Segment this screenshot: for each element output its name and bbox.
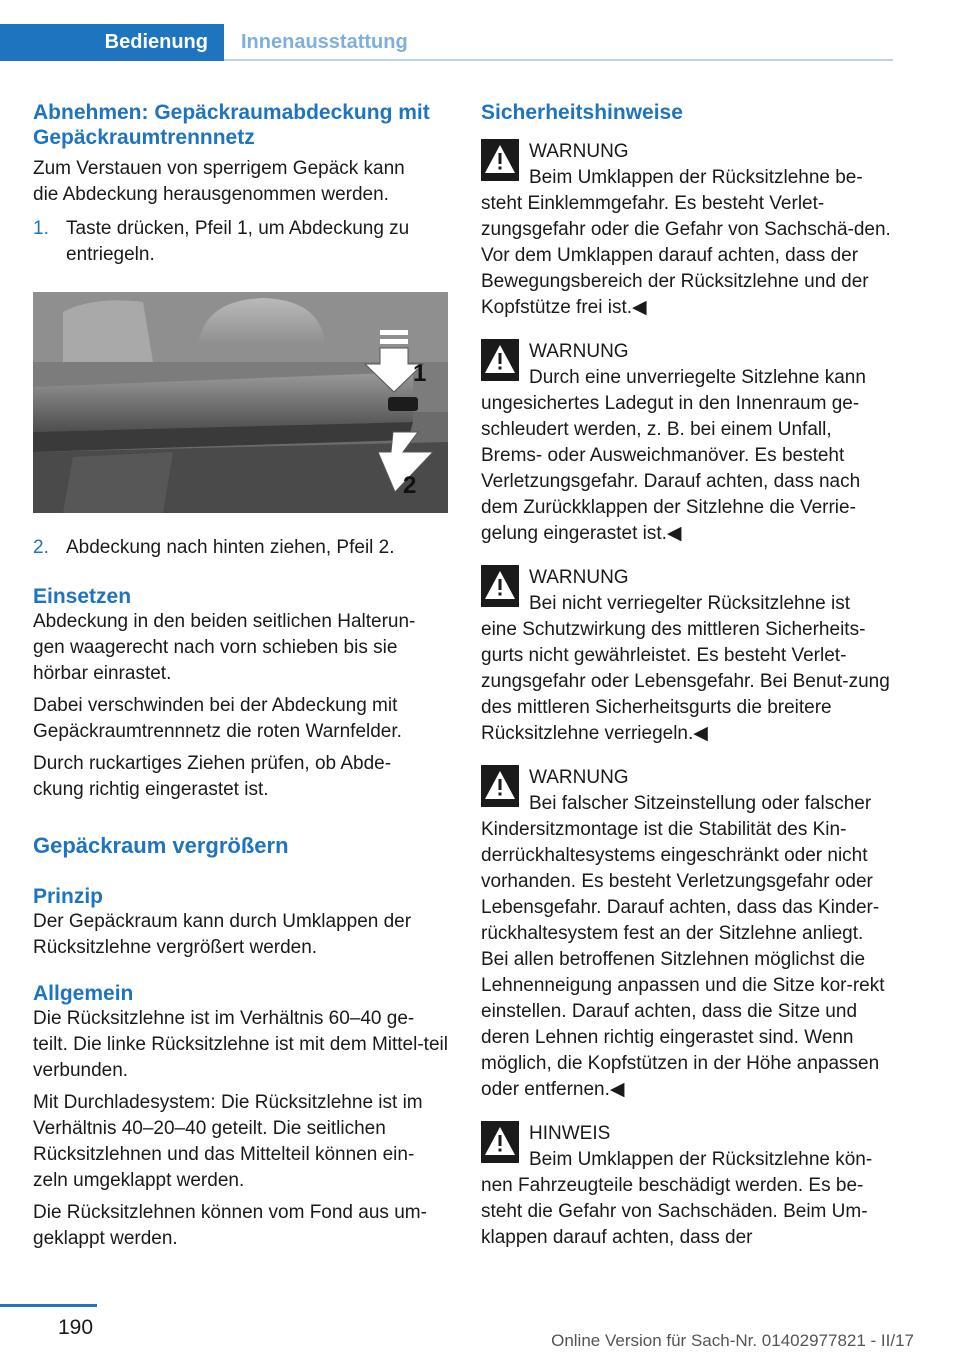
warning-block — [481, 339, 895, 547]
warning-text: steht Einklemmgefahr. Es besteht Verlet‐zungsgefahr oder die Gefahr von Sachschä‐den. Vor dem Umklappen darauf achten, dass der Bewegungsbereich der Rücksitzlehne und der Kopfstütze frei ist.◀ — [481, 193, 891, 318]
step-text: Taste drücken, Pfeil 1, um Abdeckung zu entriegeln. — [66, 218, 410, 265]
allgemein-paragraph: Mit Durchladesystem: Die Rücksitzlehne ist im Verhältnis 40–20–40 geteilt. Die seitlichen Rücksitzlehnen und das Mittelteil können ein‐zeln umgeklappt werden. — [33, 1092, 423, 1191]
section-title-sicherheitshinweise: Sicherheitshinweise — [481, 101, 683, 124]
warning-text: ungesichertes Ladegut in den Innenraum ge‐schleudert werden, z. B. bei einem Unfall, Brems- oder Ausweichmanöver. Es besteht Verletzungsgefahr. Darauf achten, dass nach dem Zurückklappen der Sitzlehne die Verrie‐gelung eingerastet ist.◀ — [481, 393, 861, 544]
warning-triangle-icon — [481, 765, 519, 807]
step-2 — [33, 535, 448, 561]
step-text: Abdeckung nach hinten ziehen, Pfeil 2. — [66, 537, 395, 558]
einsetzen-paragraph: Durch ruckartiges Ziehen prüfen, ob Abde‐ckung richtig eingerastet ist. — [33, 753, 392, 800]
step-number: 2. — [33, 537, 49, 558]
right-column — [481, 100, 895, 1251]
cargo-cover-illustration — [33, 292, 448, 513]
notice-block — [481, 1121, 895, 1251]
tab-bedienung[interactable]: Bedienung — [0, 24, 224, 61]
warning-first-line: Beim Umklappen der Rücksitzlehne be‐ — [529, 167, 863, 188]
warning-triangle-icon — [481, 565, 519, 607]
warning-text: Kindersitzmontage ist die Stabilität des Kin‐derrückhaltesystems eingeschränkt oder nicht vorhanden. Es besteht Verletzungsgefahr oder Lebensgefahr. Darauf achten, dass das Kinder‐rückhaltesystem fest an der Sitzlehne anliegt. Bei allen betroffenen Sitzlehnen möglichst die Lehnenneigung anpassen und die Sitze kor‐rekt einstellen. Darauf achten, dass die Sitze und deren Lehnen richtig eingerastet sind. Wenn möglich, die Kopfstützen in der Höhe anpassen oder entfernen.◀ — [481, 819, 885, 1100]
allgemein-paragraph: Die Rücksitzlehne ist im Verhältnis 60–40 ge‐teilt. Die linke Rücksitzlehne ist mit dem Mittel‐teil verbunden. — [33, 1008, 448, 1081]
allgemein-paragraph: Die Rücksitzlehnen können vom Fond aus um‐geklappt werden. — [33, 1202, 427, 1249]
warning-block — [481, 565, 895, 747]
tab-innenausstattung[interactable]: Innenausstattung — [241, 31, 408, 53]
section-title-abnehmen: Abnehmen: Gepäckraumabdeckung mit Gepäckraumtrennnetz — [33, 101, 430, 149]
step-number: 1. — [33, 218, 49, 239]
warning-first-line: Bei nicht verriegelter Rücksitzlehne ist — [529, 593, 851, 614]
warning-block — [481, 765, 895, 1103]
header-rule — [224, 59, 893, 61]
warning-first-line: Bei falscher Sitzeinstellung oder falscher — [529, 793, 872, 814]
left-column — [33, 100, 448, 1252]
cargo-cover-figure — [33, 292, 448, 513]
steps-list-continued — [33, 535, 448, 561]
notice-label: HINWEIS — [529, 1123, 611, 1144]
warning-label: WARNUNG — [529, 141, 629, 162]
footer-accent-bar — [0, 1304, 97, 1307]
warning-triangle-icon — [481, 139, 519, 181]
step-1 — [33, 216, 448, 268]
header-tabs — [0, 24, 893, 62]
section-title-vergroessern: Gepäckraum vergrößern — [33, 833, 289, 858]
warning-label: WARNUNG — [529, 767, 629, 788]
section-title-allgemein: Allgemein — [33, 982, 134, 1005]
warning-text: eine Schutzwirkung des mittleren Sicherheits‐gurts nicht gewährleistet. Es besteht Verlet‐zungsgefahr oder Lebensgefahr. Bei Benut‐zung des mittleren Sicherheitsgurts die breitere Rücksitzlehne verriegeln.◀ — [481, 619, 890, 744]
warning-label: WARNUNG — [529, 567, 629, 588]
warning-block — [481, 139, 895, 321]
figure-label-1: 1 — [413, 360, 427, 387]
warning-triangle-icon — [481, 339, 519, 381]
notice-text: nen Fahrzeugteile beschädigt werden. Es be‐steht die Gefahr von Sachschäden. Beim Um‐klappen darauf achten, dass der — [481, 1175, 868, 1248]
section-title-prinzip: Prinzip — [33, 885, 104, 908]
warning-label: WARNUNG — [529, 341, 629, 362]
prinzip-text: Der Gepäckraum kann durch Umklappen der Rücksitzlehne vergrößert werden. — [33, 911, 412, 958]
einsetzen-paragraph: Dabei verschwinden bei der Abdeckung mit Gepäckraumtrennnetz die roten Warnfelder. — [33, 695, 402, 742]
notice-first-line: Beim Umklappen der Rücksitzlehne kön‐ — [529, 1149, 873, 1170]
abnehmen-intro: Zum Verstauen von sperrigem Gepäck kann die Abdeckung herausgenommen werden. — [33, 158, 405, 205]
section-title-einsetzen: Einsetzen — [33, 585, 132, 608]
einsetzen-paragraph: Abdeckung in den beiden seitlichen Halterun‐gen waagerecht nach vorn schieben bis sie hörbar einrastet. — [33, 611, 416, 684]
page-number: 190 — [58, 1316, 94, 1339]
steps-list — [33, 216, 448, 268]
warning-triangle-icon — [481, 1121, 519, 1163]
warning-first-line: Durch eine unverriegelte Sitzlehne kann — [529, 367, 866, 388]
footer-version-note: Online Version für Sach-Nr. 01402977821 - II/17 — [551, 1331, 914, 1350]
figure-label-2: 2 — [403, 472, 417, 499]
